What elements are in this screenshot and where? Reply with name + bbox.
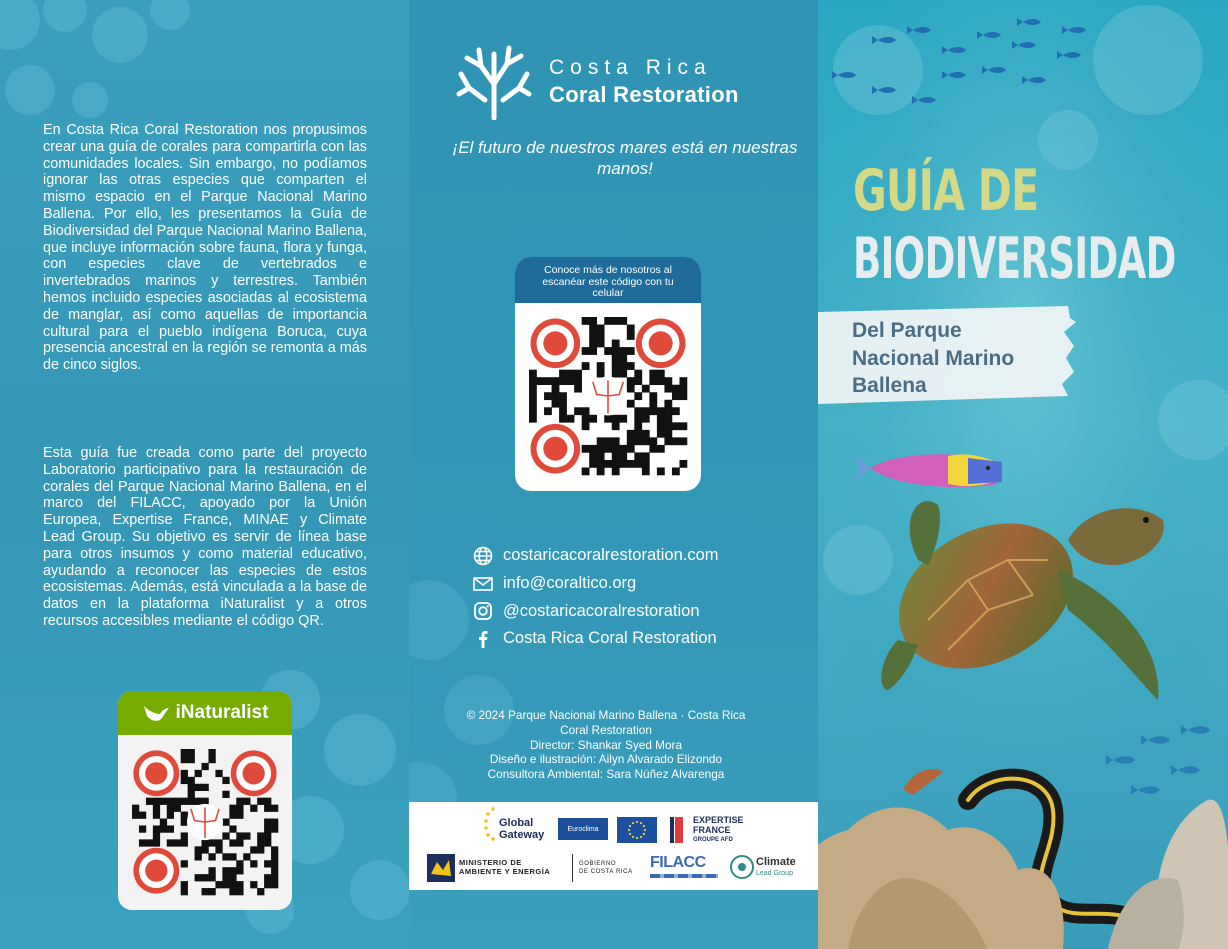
tagline: ¡El futuro de nuestros mares está en nuestras manos! xyxy=(452,138,798,178)
contact-website[interactable] xyxy=(473,542,719,570)
inaturalist-label: iNaturalist xyxy=(175,702,269,723)
inaturalist-qr-card[interactable] xyxy=(118,691,292,910)
lead-group-line: Lead Group xyxy=(756,870,793,877)
logo-line1: Costa Rica xyxy=(549,56,712,79)
filacc-tagline xyxy=(650,874,718,878)
credit-line: © 2024 Parque Nacional Marino Ballena · Costa Rica Coral Restoration xyxy=(466,708,746,737)
bird-icon xyxy=(142,702,170,724)
cover-title-line1: GUÍA DE xyxy=(853,158,1039,224)
logo-line2: Coral Restoration xyxy=(549,82,739,107)
minae-line: AMBIENTE Y ENERGÍA xyxy=(459,867,551,876)
website-qr-card[interactable] xyxy=(515,257,701,491)
underwater-illustration xyxy=(818,0,1228,949)
globe-icon xyxy=(473,546,493,566)
climate-line: Climate xyxy=(756,856,796,868)
credit-line: Consultora Ambiental: Sara Núñez Alvarenga xyxy=(487,767,725,782)
qr-code[interactable] xyxy=(118,735,292,910)
subtitle-line: Ballena xyxy=(852,374,927,397)
contact-list xyxy=(473,542,719,653)
minae-text xyxy=(459,858,550,876)
organization-logo xyxy=(455,44,739,120)
gobierno-text xyxy=(579,860,633,876)
cover-subtitle xyxy=(852,317,1072,400)
gobierno-line: GOBIERNO xyxy=(579,861,617,867)
expertise-france-mark xyxy=(675,817,683,843)
subtitle-line: Nacional Marino xyxy=(852,346,1015,370)
expertise-france-mark xyxy=(670,817,674,843)
inaturalist-header xyxy=(118,691,292,735)
euroclima-logo: Euroclima xyxy=(558,818,608,840)
contact-text: @costaricacoralrestoration xyxy=(503,601,700,620)
climate-lead-text xyxy=(756,857,796,879)
subtitle-line: Del Parque xyxy=(852,319,962,342)
expertise-line: FRANCE xyxy=(693,825,731,835)
qr-caption: Conoce más de nosotros al escanéar este código con tu celular xyxy=(515,257,701,303)
credits xyxy=(452,708,760,782)
intro-paragraph: En Costa Rica Coral Restoration nos propusimos crear una guía de corales para compartirla con las comunidades locales. Sin embargo, no podíamos ignorar las otras especies que comparten el mismo espacio en el Parque Nacional Marino Ballena. Por ello, les presentamos la Guía de Biodiversidad del Parque Nacional Marino Ballena, que incluye información sobre fauna, flora y funga, con especies clave de vertebrados e invertebrados marinos y terrestres. También hemos incluido especies asociadas al ecosistema de manglar, así como aquellas de importancia cultural para el pueblo indígena Boruca, cuya presencia ancestral en la región se remonta a más de cinco siglos. xyxy=(43,122,367,374)
expertise-line: EXPERTISE xyxy=(693,815,744,825)
contact-instagram[interactable] xyxy=(473,597,719,625)
climate-lead-icon xyxy=(729,854,755,880)
contact-text: info@coraltico.org xyxy=(503,574,637,593)
mail-icon xyxy=(473,574,493,594)
facebook-icon xyxy=(473,629,493,649)
gobierno-line: DE COSTA RICA xyxy=(579,869,633,875)
contact-text: costaricacoralrestoration.com xyxy=(503,546,719,565)
intro-paragraph: Esta guía fue creada como parte del proyecto Laboratorio participativo para la restauración de corales del Parque Nacional Marino Ballena, en el marco del FILACC, apoyado por la Unión Europea, Expertise France, MINAE y Climate Lead Group. Su objetivo es servir de línea base para otros insumos y como material educativo, ayudando a reconocer las especies de estos ecosistemas. Además, está vinculada a la base de datos en la plataforma iNaturalist y a otros recursos accesibles mediante el código QR. xyxy=(43,445,367,629)
minae-line: MINISTERIO DE xyxy=(459,858,522,867)
coral-logo-icon xyxy=(455,44,533,120)
sponsor-logos xyxy=(409,802,823,890)
cover-title-line2: BIODIVERSIDAD xyxy=(853,226,1176,292)
credit-line: Director: Shankar Syed Mora xyxy=(529,737,683,752)
eu-flag-logo xyxy=(617,817,657,843)
contact-facebook[interactable] xyxy=(473,625,719,653)
qr-code[interactable] xyxy=(515,303,701,491)
instagram-icon xyxy=(473,601,493,621)
divider xyxy=(572,854,573,882)
groupe-afd-line: GROUPE AFD xyxy=(693,837,733,843)
global-gateway-text: Global Gateway xyxy=(499,817,545,841)
contact-email[interactable] xyxy=(473,570,719,598)
costa-rica-seal-icon xyxy=(427,854,455,882)
filacc-logo: FILACC xyxy=(650,854,706,871)
cover-panel xyxy=(818,0,1228,949)
contact-text: Costa Rica Coral Restoration xyxy=(503,629,717,648)
credit-line: Diseño e ilustración: Ailyn Alvarado Elizondo xyxy=(489,752,723,767)
expertise-france-text xyxy=(693,815,744,845)
